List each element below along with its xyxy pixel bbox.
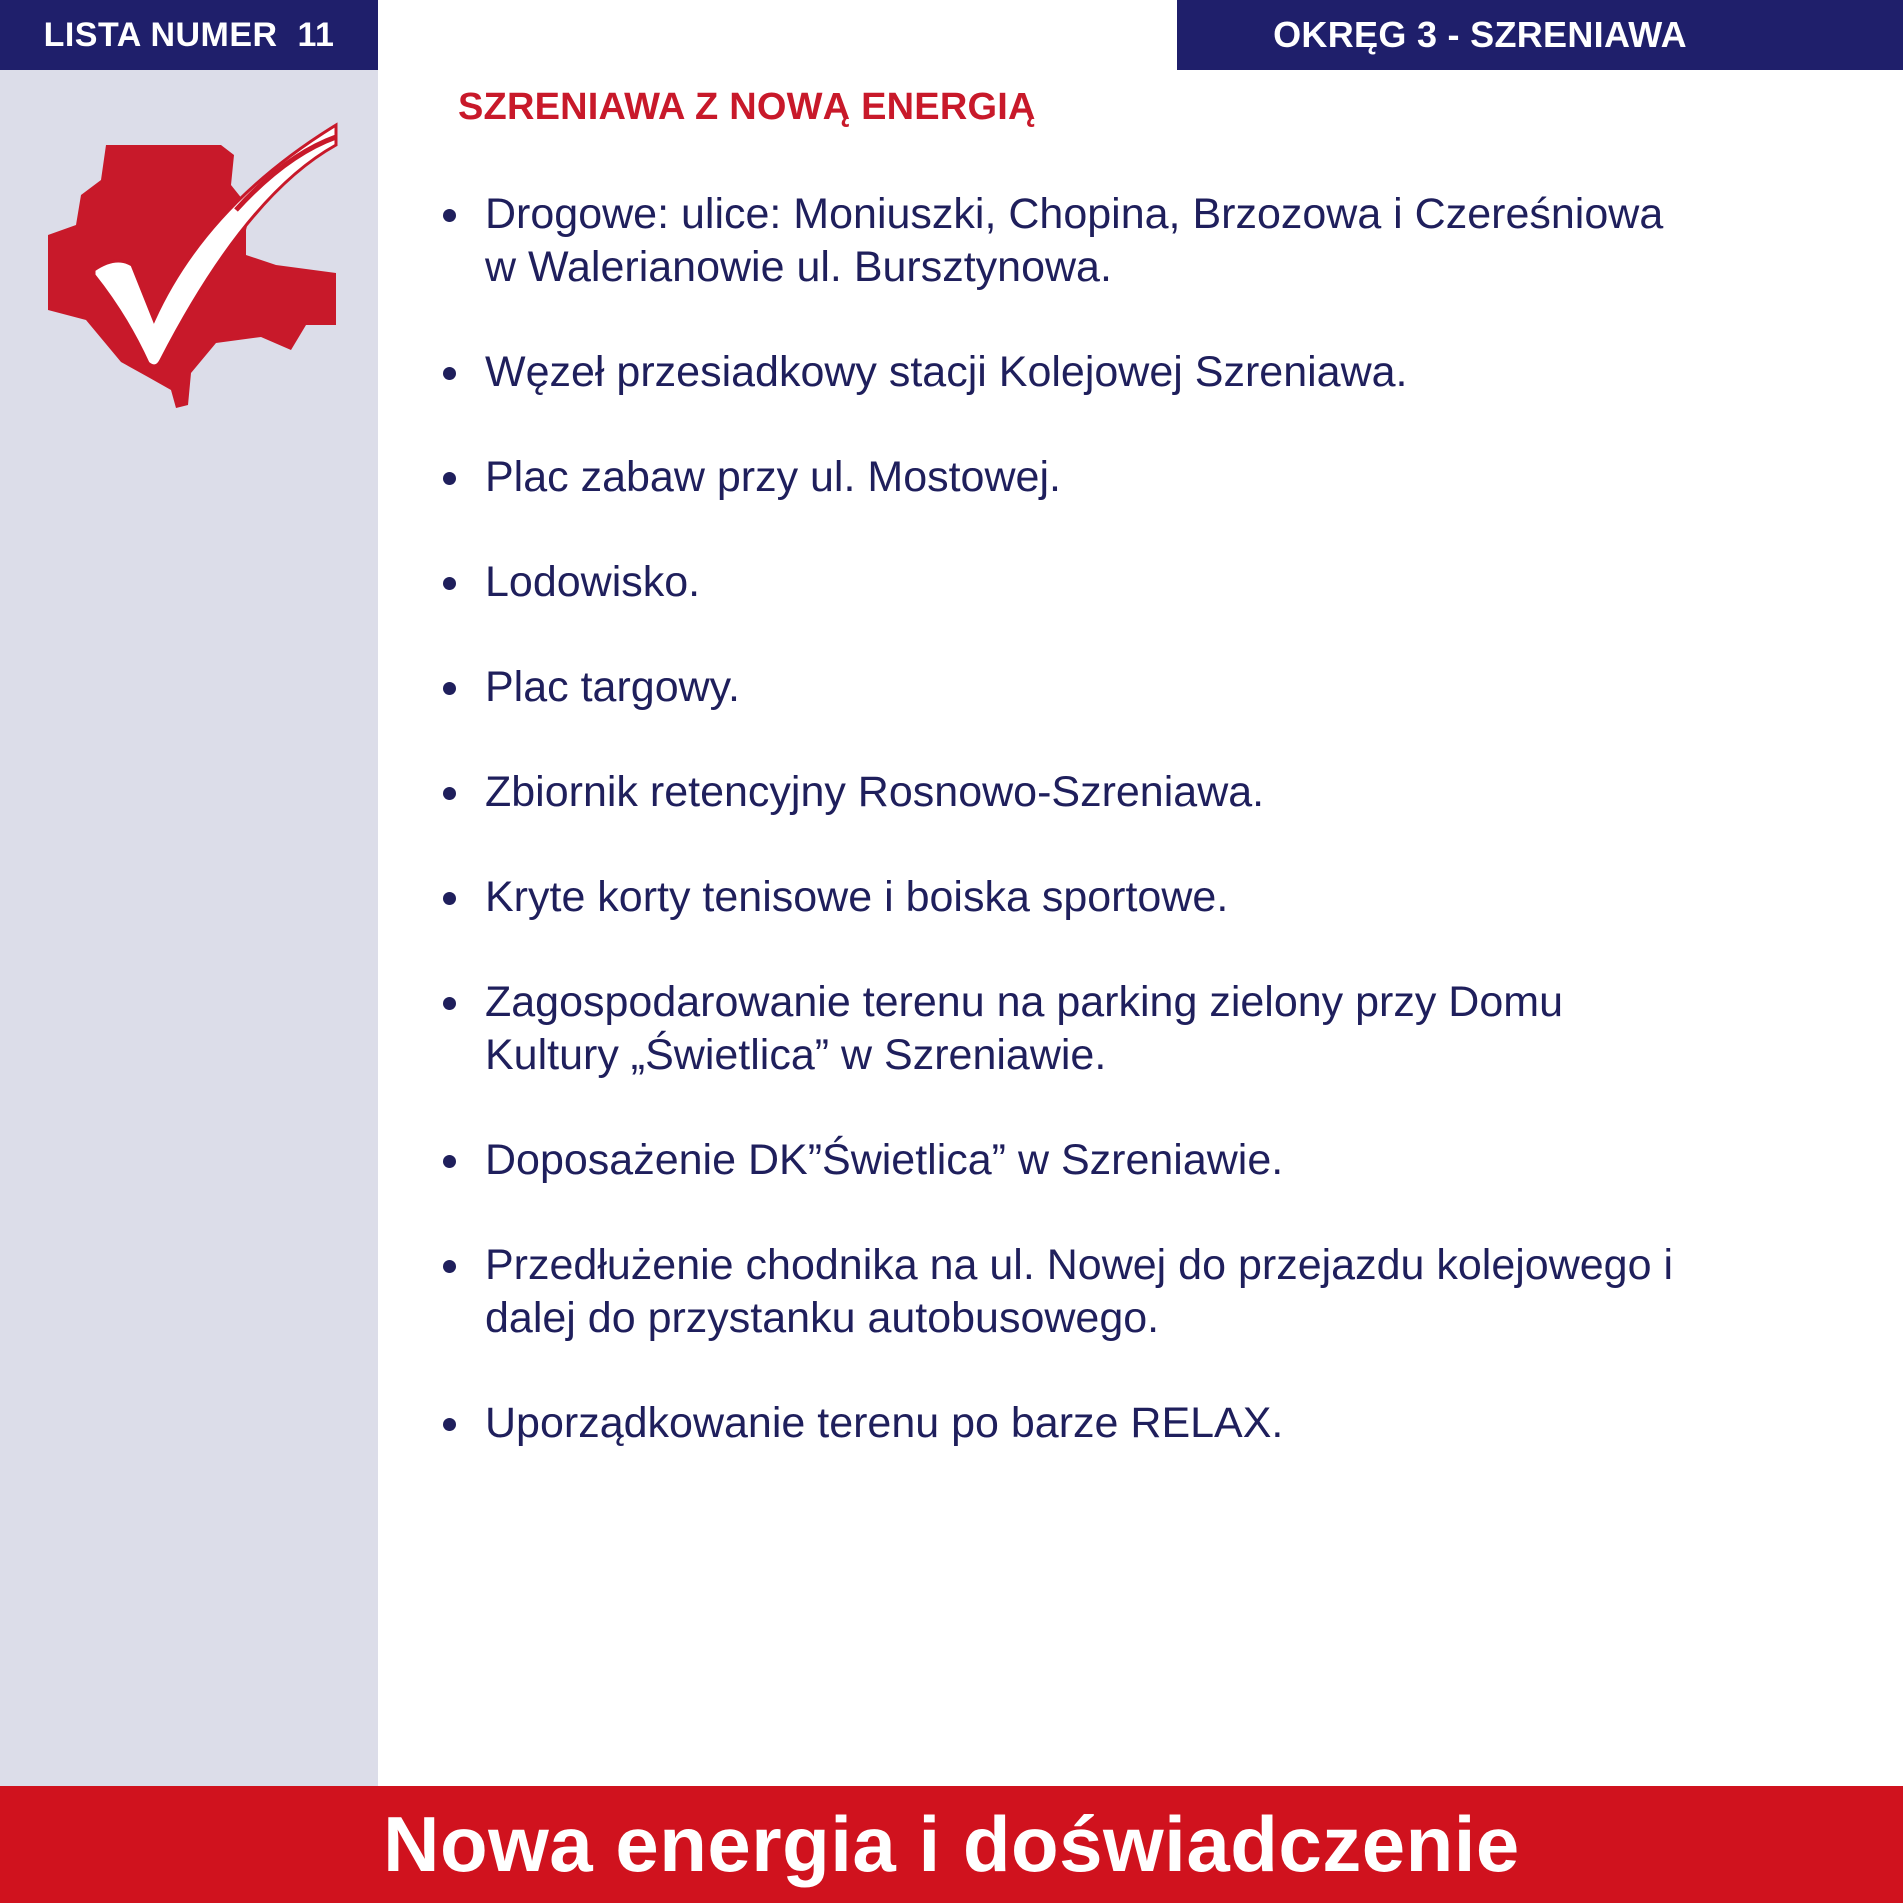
list-item: Lodowisko. [440,556,1700,609]
list-item: Plac zabaw przy ul. Mostowej. [440,451,1700,504]
district-badge [1177,0,1903,70]
bullet-icon [443,367,456,380]
district-label: OKRĘG 3 - SZRENIAWA [1273,14,1687,55]
list-item: Drogowe: ulice: Moniuszki, Chopina, Brzozowa i Czereśniowa w Walerianowie ul. Bursztynowa. [440,188,1700,294]
bullet-icon [443,787,456,800]
project-list [440,188,1700,1502]
bullet-icon [443,472,456,485]
bullet-icon [443,892,456,905]
list-item: Plac targowy. [440,661,1700,714]
bullet-icon [443,1418,456,1431]
list-item: Zagospodarowanie terenu na parking zielony przy Domu Kultury „Świetlica” w Szreniawie. [440,976,1700,1082]
footer-slogan: Nowa energia i doświadczenie [383,1800,1520,1888]
footer-banner [0,1786,1903,1903]
list-item: Węzeł przesiadkowy stacji Kolejowej Szreniawa. [440,346,1700,399]
list-item: Przedłużenie chodnika na ul. Nowej do przejazdu kolejowego i dalej do przystanku autobusowego. [440,1239,1700,1345]
list-number-badge [0,0,378,70]
list-number-label: LISTA NUMER 11 [43,15,335,54]
section-heading: SZRENIAWA Z NOWĄ ENERGIĄ [458,86,1036,128]
bullet-icon [443,682,456,695]
bullet-icon [443,577,456,590]
checkmark-map-logo-icon [36,115,346,415]
list-item: Zbiornik retencyjny Rosnowo-Szreniawa. [440,766,1700,819]
bullet-icon [443,1155,456,1168]
list-item: Kryte korty tenisowe i boiska sportowe. [440,871,1700,924]
list-item: Doposażenie DK”Świetlica” w Szreniawie. [440,1134,1700,1187]
bullet-icon [443,997,456,1010]
bullet-icon [443,1260,456,1273]
list-item: Uporządkowanie terenu po barze RELAX. [440,1397,1700,1450]
bullet-icon [443,209,456,222]
